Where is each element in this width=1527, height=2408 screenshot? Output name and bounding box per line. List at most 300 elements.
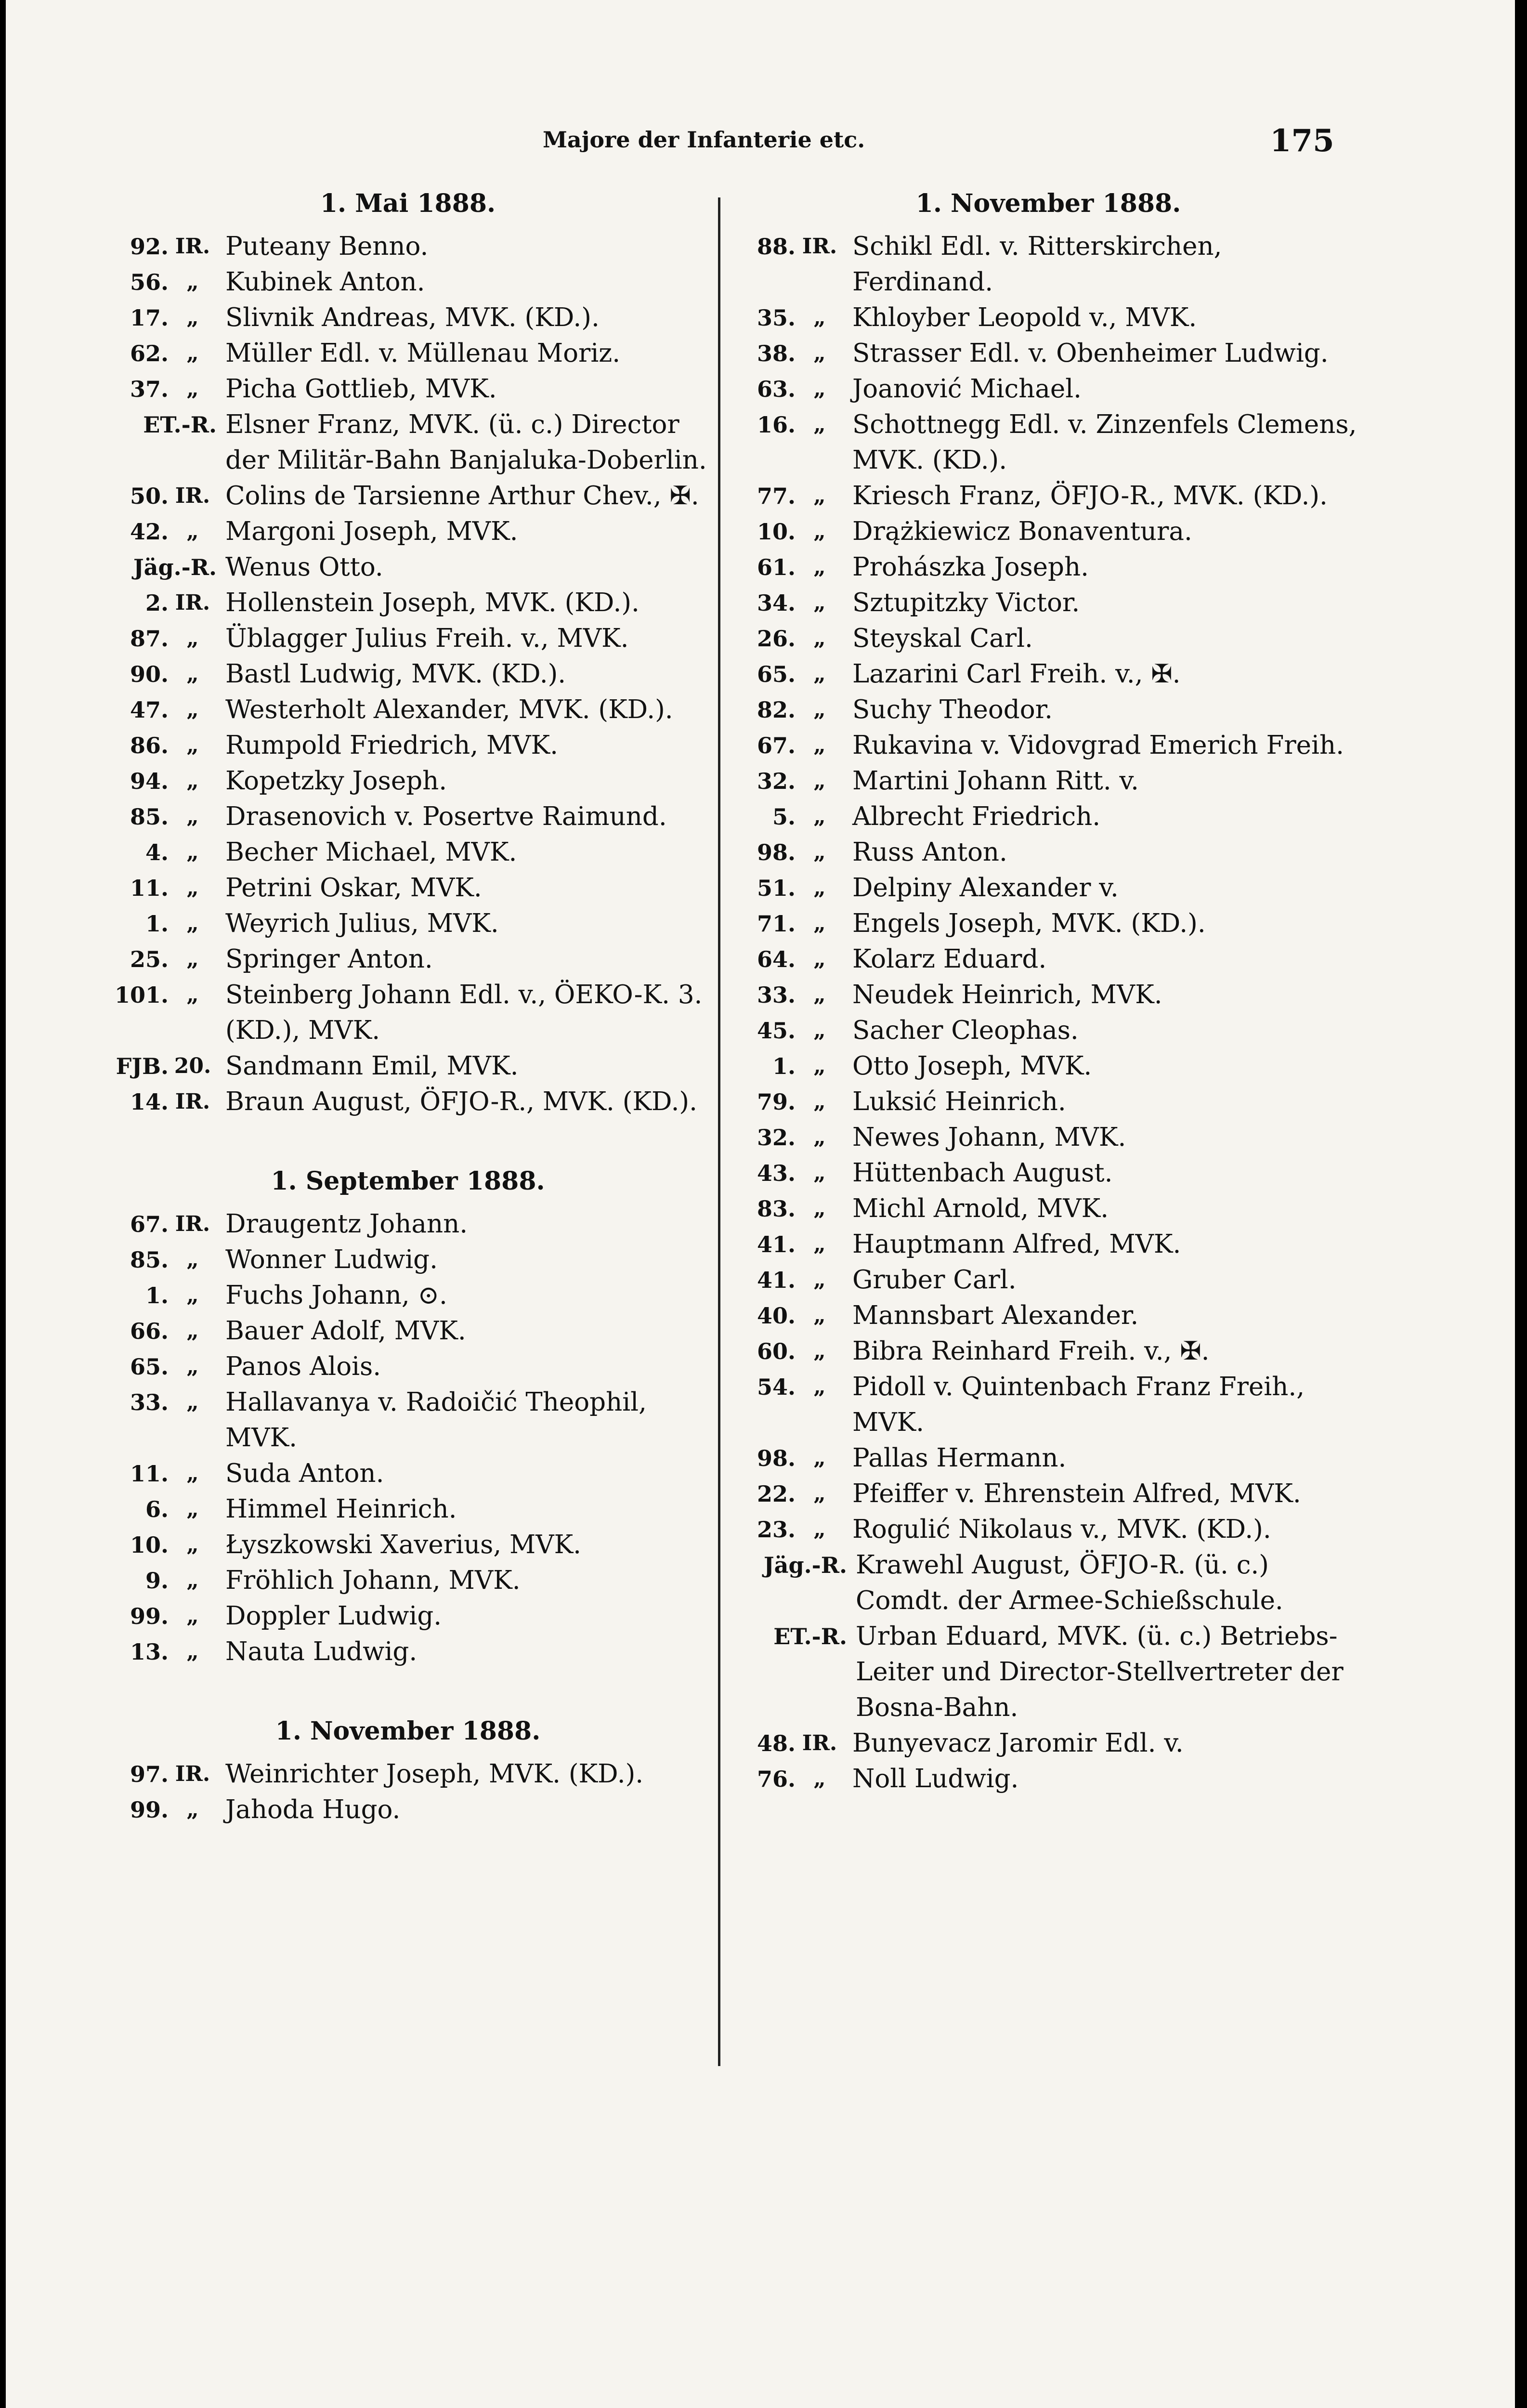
entry-number: 65. [757, 661, 796, 687]
entry-unit: „ [813, 626, 826, 651]
entry-number: 14. [130, 1089, 169, 1115]
officer-entry [735, 514, 1361, 550]
entry-name: Suda Anton. [225, 1459, 384, 1488]
entry-number: 37. [130, 376, 169, 402]
entry-name: Bauer Adolf, MVK. [225, 1316, 466, 1346]
officer-entry [107, 550, 709, 585]
officer-entry [735, 550, 1361, 585]
entry-unit: „ [186, 626, 199, 651]
entry-name: Łyszkowski Xaverius, MVK. [225, 1530, 582, 1559]
entry-number: 67. [130, 1211, 169, 1237]
entry-unit: „ [186, 519, 199, 544]
scan-frame-right [1515, 0, 1527, 2408]
entry-number: 63. [757, 376, 796, 402]
officer-entry [107, 870, 709, 906]
entry-unit: „ [813, 947, 826, 971]
officer-entry [107, 1634, 709, 1670]
entry-number: 98. [757, 1445, 796, 1471]
entry-unit: „ [186, 1639, 199, 1664]
officer-entry [107, 692, 709, 728]
entry-name: Wonner Ludwig. [225, 1245, 438, 1274]
entry-number: 92. [130, 234, 169, 260]
entry-number: 22. [757, 1481, 796, 1507]
officer-entry [735, 977, 1361, 1013]
entry-unit: IR. [802, 1731, 837, 1755]
entry-name: Engels Joseph, MVK. (KD.). [852, 909, 1206, 938]
entry-number: FJB. [116, 1053, 169, 1079]
officer-entry [107, 1242, 709, 1278]
entry-unit: „ [813, 840, 826, 864]
entry-unit: „ [813, 555, 826, 579]
officer-entry [107, 799, 709, 835]
entry-number: 99. [130, 1797, 169, 1823]
entry-name: Fröhlich Johann, MVK. [225, 1566, 521, 1595]
entry-number: 71. [757, 911, 796, 937]
entry-unit: „ [186, 270, 199, 294]
left-column [107, 185, 709, 1828]
entry-name: Braun August, ÖFJO-R., MVK. (KD.). [225, 1087, 697, 1116]
entry-number: 25. [130, 946, 169, 972]
entry-unit: „ [186, 1604, 199, 1628]
section-title: 1. Mai 1888. [320, 189, 496, 218]
officer-entry [107, 1206, 709, 1242]
entry-number: 64. [757, 946, 796, 972]
entry-unit: IR. [175, 590, 210, 615]
entry-number: 62. [130, 340, 169, 366]
page-number: 175 [1270, 123, 1334, 159]
officer-entry [107, 1349, 709, 1385]
entry-number: 94. [130, 768, 169, 794]
entry-name: Neudek Heinrich, MVK. [852, 980, 1162, 1009]
entry-number: 65. [130, 1354, 169, 1380]
entry-name: Albrecht Friedrich. [852, 802, 1101, 831]
entry-name: Becher Michael, MVK. [225, 838, 517, 867]
entry-name: Schikl Edl. v. Ritterskirchen, Ferdinand. [852, 232, 1222, 297]
entry-unit: „ [813, 733, 826, 758]
entry-number: 47. [130, 697, 169, 723]
entry-number: 51. [757, 875, 796, 901]
entry-number: 66. [130, 1318, 169, 1344]
entry-name: Joanović Michael. [852, 374, 1082, 404]
entry-number: 61. [757, 554, 796, 580]
entry-name: Springer Anton. [225, 944, 433, 974]
entry-name: Nauta Ludwig. [225, 1637, 418, 1666]
entry-unit: „ [186, 733, 199, 758]
entry-unit: „ [813, 1161, 826, 1185]
entry-number: 83. [757, 1196, 796, 1222]
officer-entry [735, 1120, 1361, 1155]
entry-number: 85. [130, 1247, 169, 1273]
entry-unit: „ [186, 769, 199, 793]
entry-name: Drążkiewicz Bonaventura. [852, 517, 1192, 546]
entry-number: 45. [757, 1018, 796, 1044]
entry-name: Newes Johann, MVK. [852, 1123, 1126, 1152]
entry-number: 17. [130, 305, 169, 331]
entry-name: Pfeiffer v. Ehrenstein Alfred, MVK. [852, 1479, 1301, 1508]
entry-unit: IR. [175, 1762, 210, 1786]
entry-number: 48. [757, 1730, 796, 1756]
officer-entry [107, 763, 709, 799]
entry-unit: „ [813, 412, 826, 437]
entry-name: Martini Johann Ritt. v. [852, 766, 1139, 796]
entry-number: 99. [130, 1603, 169, 1629]
entry-name: Bunyevacz Jaromir Edl. v. [852, 1728, 1184, 1758]
officer-entry [735, 1369, 1361, 1440]
officer-entry [735, 1262, 1361, 1298]
entry-unit: „ [813, 1196, 826, 1221]
entry-name: Slivnik Andreas, MVK. (KD.). [225, 303, 600, 332]
entry-number: 2. [145, 590, 169, 616]
officer-entry [735, 371, 1361, 407]
entry-unit: IR. [175, 1089, 210, 1114]
officer-entry [107, 1492, 709, 1527]
entry-name: Schottnegg Edl. v. Zinzenfels Clemens, MVK. (KD.). [852, 410, 1357, 475]
officer-entry [107, 1598, 709, 1634]
entry-number: 38. [757, 340, 796, 366]
entry-number: 5. [772, 804, 796, 830]
entry-unit: „ [186, 1497, 199, 1521]
entry-name: Michl Arnold, MVK. [852, 1194, 1109, 1223]
entry-name: Hauptmann Alfred, MVK. [852, 1230, 1181, 1259]
entry-number: 77. [757, 483, 796, 509]
entry-number: 16. [757, 412, 796, 438]
officer-entry [735, 300, 1361, 336]
officer-entry [107, 1278, 709, 1313]
officer-entry [735, 656, 1361, 692]
entry-name: Hüttenbach August. [852, 1158, 1113, 1188]
officer-entry [735, 1761, 1361, 1797]
entry-unit: „ [813, 876, 826, 900]
entry-name: Himmel Heinrich. [225, 1494, 457, 1524]
entry-unit: „ [813, 1374, 826, 1399]
entry-unit: „ [813, 982, 826, 1007]
entry-unit: „ [813, 377, 826, 401]
entry-number: 32. [757, 1125, 796, 1151]
entry-number: 41. [757, 1267, 796, 1293]
officer-entry [735, 478, 1361, 514]
entry-unit: „ [813, 590, 826, 615]
entry-name: Luksić Heinrich. [852, 1087, 1066, 1116]
entry-name: Gruber Carl. [852, 1265, 1017, 1295]
entry-number: 54. [757, 1374, 796, 1400]
entry-name: Suchy Theodor. [852, 695, 1053, 724]
entry-number: 1. [772, 1053, 796, 1079]
entry-name: Sandmann Emil, MVK. [225, 1051, 519, 1081]
entry-unit: „ [186, 804, 199, 829]
officer-entry [735, 1155, 1361, 1191]
entry-name: Pallas Hermann. [852, 1443, 1067, 1473]
officer-entry [735, 942, 1361, 977]
entry-name: Urban Eduard, MVK. (ü. c.) Betriebs-Leiter und Director-Stellvertreter der Bosna-Bahn. [856, 1622, 1344, 1722]
entry-unit: „ [186, 1390, 199, 1414]
entry-name: Draugentz Johann. [225, 1209, 468, 1239]
entry-number: 85. [130, 804, 169, 830]
officer-entry [735, 728, 1361, 763]
entry-name: Krawehl August, ÖFJO-R. (ü. c.) Comdt. der Armee-Schießschule. [856, 1550, 1283, 1615]
officer-entry [735, 229, 1361, 300]
entry-name: Noll Ludwig. [852, 1764, 1019, 1793]
officer-entry [107, 1385, 709, 1456]
officer-entry [107, 942, 709, 977]
officer-entry [735, 1512, 1361, 1547]
entry-unit: „ [813, 804, 826, 829]
entry-name: Otto Joseph, MVK. [852, 1051, 1092, 1081]
officer-entry [735, 1476, 1361, 1512]
entry-number: 86. [130, 733, 169, 759]
entry-number: 23. [757, 1517, 796, 1543]
officer-entry [107, 371, 709, 407]
entry-number: 33. [130, 1389, 169, 1415]
entry-name: Hollenstein Joseph, MVK. (KD.). [225, 588, 640, 617]
entry-name: Weyrich Julius, MVK. [225, 909, 499, 938]
entry-unit: „ [813, 1089, 826, 1114]
entry-number: 41. [757, 1231, 796, 1257]
entry-number: 98. [757, 839, 796, 865]
entry-unit: „ [813, 1268, 826, 1292]
entry-unit: „ [813, 1767, 826, 1791]
entry-name: Elsner Franz, MVK. (ü. c.) Director der Militär-Bahn Banjaluka-Doberlin. [225, 410, 707, 475]
entry-number: 11. [130, 875, 169, 901]
entry-unit: „ [813, 1232, 826, 1256]
entry-unit: „ [813, 519, 826, 544]
entry-name: Rogulić Nikolaus v., MVK. (KD.). [852, 1515, 1271, 1544]
entry-name: Rukavina v. Vidovgrad Emerich Freih. [852, 731, 1344, 760]
entry-number: 11. [130, 1461, 169, 1487]
entry-unit: „ [186, 1319, 199, 1343]
entry-name: Sacher Cleophas. [852, 1016, 1079, 1045]
entry-unit: „ [813, 911, 826, 936]
officer-entry [107, 585, 709, 621]
entry-unit: „ [186, 840, 199, 864]
entry-name: Bastl Ludwig, MVK. (KD.). [225, 659, 566, 689]
entry-name: Puteany Benno. [225, 232, 429, 261]
entry-number: 97. [130, 1761, 169, 1787]
entry-number: 42. [130, 519, 169, 545]
entry-unit: „ [813, 1054, 826, 1078]
entry-unit: „ [186, 1461, 199, 1486]
entry-unit: „ [813, 1446, 826, 1470]
entry-unit: „ [813, 1018, 826, 1043]
entry-unit: „ [186, 876, 199, 900]
officer-entry [735, 870, 1361, 906]
entry-number: 88. [757, 234, 796, 260]
entry-unit: „ [813, 341, 826, 366]
entry-number: 40. [757, 1303, 796, 1329]
entry-number: 87. [130, 626, 169, 652]
entry-unit: „ [186, 947, 199, 971]
entry-unit: „ [186, 305, 199, 330]
entry-number: 1. [145, 1283, 169, 1309]
officer-entry [107, 977, 709, 1048]
entry-unit: „ [813, 1517, 826, 1542]
entry-name: Fuchs Johann, ⊙. [225, 1281, 447, 1310]
entry-name: Delpiny Alexander v. [852, 873, 1119, 903]
entry-unit: „ [186, 662, 199, 686]
officer-entry [107, 1084, 709, 1120]
entry-unit: „ [813, 1481, 826, 1506]
entry-unit: IR. [175, 234, 210, 259]
officer-entry [735, 906, 1361, 942]
column-divider [718, 197, 720, 2066]
entry-unit: „ [186, 1797, 199, 1822]
officer-entry [735, 621, 1361, 656]
entry-name: Panos Alois. [225, 1352, 381, 1381]
officer-entry [107, 1313, 709, 1349]
officer-entry [107, 728, 709, 763]
entry-number: 90. [130, 661, 169, 687]
entry-name: Khloyber Leopold v., MVK. [852, 303, 1197, 332]
entry-number: 26. [757, 626, 796, 652]
officer-entry [107, 1756, 709, 1792]
entry-name: Kriesch Franz, ÖFJO-R., MVK. (KD.). [852, 481, 1328, 510]
entry-unit: „ [186, 1247, 199, 1272]
entry-unit: „ [813, 484, 826, 508]
entry-name: Kubinek Anton. [225, 267, 425, 297]
right-column [735, 185, 1361, 1797]
entry-name: Steinberg Johann Edl. v., ÖEKO-K. 3. (KD.), MVK. [225, 980, 703, 1045]
officer-entry [735, 1334, 1361, 1369]
entry-name: Mannsbart Alexander. [852, 1301, 1139, 1330]
entry-name: Jahoda Hugo. [225, 1795, 401, 1824]
entry-name: Üblagger Julius Freih. v., MVK. [225, 624, 629, 653]
officer-entry [107, 656, 709, 692]
officer-entry [107, 300, 709, 336]
officer-entry [107, 1563, 709, 1598]
running-title: Majore der Infanterie etc. [543, 127, 865, 153]
entry-number: 67. [757, 733, 796, 759]
entry-name: Kolarz Eduard. [852, 944, 1047, 974]
officer-entry [107, 514, 709, 550]
entry-unit: „ [186, 1532, 199, 1557]
officer-entry [107, 229, 709, 264]
entry-number: 43. [757, 1160, 796, 1186]
entry-number: 79. [757, 1089, 796, 1115]
section-title: 1. September 1888. [271, 1166, 545, 1196]
entry-name: Westerholt Alexander, MVK. (KD.). [225, 695, 673, 724]
officer-entry [735, 1191, 1361, 1227]
entry-name: Lazarini Carl Freih. v., ✠. [852, 659, 1181, 689]
entry-number: 9. [145, 1568, 169, 1594]
officer-entry [735, 799, 1361, 835]
officer-entry [107, 407, 709, 478]
entry-number: 33. [757, 982, 796, 1008]
officer-entry [107, 1792, 709, 1828]
entry-number: 6. [145, 1496, 169, 1522]
entry-name: Strasser Edl. v. Obenheimer Ludwig. [852, 339, 1329, 368]
entry-name: Bibra Reinhard Freih. v., ✠. [852, 1336, 1210, 1366]
entry-name: Russ Anton. [852, 838, 1007, 867]
entry-name: Pidoll v. Quintenbach Franz Freih., MVK. [852, 1372, 1305, 1437]
officer-entry [107, 1456, 709, 1492]
entry-name: Picha Gottlieb, MVK. [225, 374, 497, 404]
entry-unit: IR. [175, 1212, 210, 1236]
entry-number: 1. [145, 911, 169, 937]
officer-entry [107, 264, 709, 300]
entry-number: 82. [757, 697, 796, 723]
entry-number: 56. [130, 269, 169, 295]
entry-number: 10. [130, 1532, 169, 1558]
officer-entry [735, 1013, 1361, 1048]
officer-entry [735, 1547, 1361, 1619]
entry-name: Hallavanya v. Radoičić Theophil, MVK. [225, 1387, 647, 1453]
entry-unit: „ [813, 697, 826, 722]
officer-entry [107, 621, 709, 656]
entry-unit: „ [186, 341, 199, 366]
entry-number: ET.-R. [143, 412, 217, 438]
entry-number: 50. [130, 483, 169, 509]
entry-unit: „ [186, 911, 199, 936]
entry-number: 10. [757, 519, 796, 545]
entry-number: Jäg.-R. [133, 554, 217, 580]
entry-name: Wenus Otto. [225, 552, 383, 582]
officer-entry [107, 478, 709, 514]
entry-unit: „ [186, 697, 199, 722]
entry-unit: IR. [802, 234, 837, 259]
entry-number: 4. [145, 839, 169, 865]
officer-entry [735, 1048, 1361, 1084]
entry-number: 60. [757, 1338, 796, 1364]
officer-entry [735, 407, 1361, 478]
entry-name: Colins de Tarsienne Arthur Chev., ✠. [225, 481, 699, 510]
entry-unit: IR. [175, 484, 210, 508]
officer-entry [735, 336, 1361, 371]
officer-entry [107, 336, 709, 371]
entry-number: 76. [757, 1766, 796, 1792]
entry-unit: „ [813, 1125, 826, 1150]
entry-name: Müller Edl. v. Müllenau Moriz. [225, 339, 621, 368]
scan-frame-left [0, 0, 6, 2408]
entry-unit: „ [813, 305, 826, 330]
entry-name: Sztupitzky Victor. [852, 588, 1080, 617]
entry-name: Petrini Oskar, MVK. [225, 873, 482, 903]
entry-name: Doppler Ludwig. [225, 1601, 442, 1631]
page-header [6, 123, 1515, 161]
officer-entry [735, 1726, 1361, 1761]
officer-entry [735, 1619, 1361, 1726]
officer-entry [107, 835, 709, 870]
entry-unit: „ [813, 769, 826, 793]
entry-name: Rumpold Friedrich, MVK. [225, 731, 558, 760]
officer-entry [107, 1048, 709, 1084]
entry-number: ET.-R. [773, 1623, 847, 1649]
entry-number: 32. [757, 768, 796, 794]
entry-name: Kopetzky Joseph. [225, 766, 447, 796]
entry-name: Drasenovich v. Posertve Raimund. [225, 802, 667, 831]
section-title: 1. November 1888. [275, 1716, 541, 1746]
entry-unit: „ [186, 377, 199, 401]
entry-name: Weinrichter Joseph, MVK. (KD.). [225, 1759, 644, 1789]
officer-entry [107, 1527, 709, 1563]
entry-number: 101. [114, 982, 169, 1008]
entry-name: Prohászka Joseph. [852, 552, 1089, 582]
entry-number: 13. [130, 1639, 169, 1665]
officer-entry [735, 585, 1361, 621]
entry-number: 35. [757, 305, 796, 331]
entry-unit: „ [186, 1568, 199, 1593]
entry-unit: „ [186, 982, 199, 1007]
entry-name: Margoni Joseph, MVK. [225, 517, 518, 546]
entry-unit: „ [813, 662, 826, 686]
entry-number: 34. [757, 590, 796, 616]
entry-unit: „ [186, 1354, 199, 1379]
section-title: 1. November 1888. [915, 189, 1181, 218]
entry-number: Jäg.-R. [763, 1552, 847, 1578]
entry-unit: „ [813, 1303, 826, 1328]
officer-entry [735, 1440, 1361, 1476]
entry-name: Steyskal Carl. [852, 624, 1033, 653]
officer-entry [735, 763, 1361, 799]
entry-unit: „ [813, 1339, 826, 1363]
